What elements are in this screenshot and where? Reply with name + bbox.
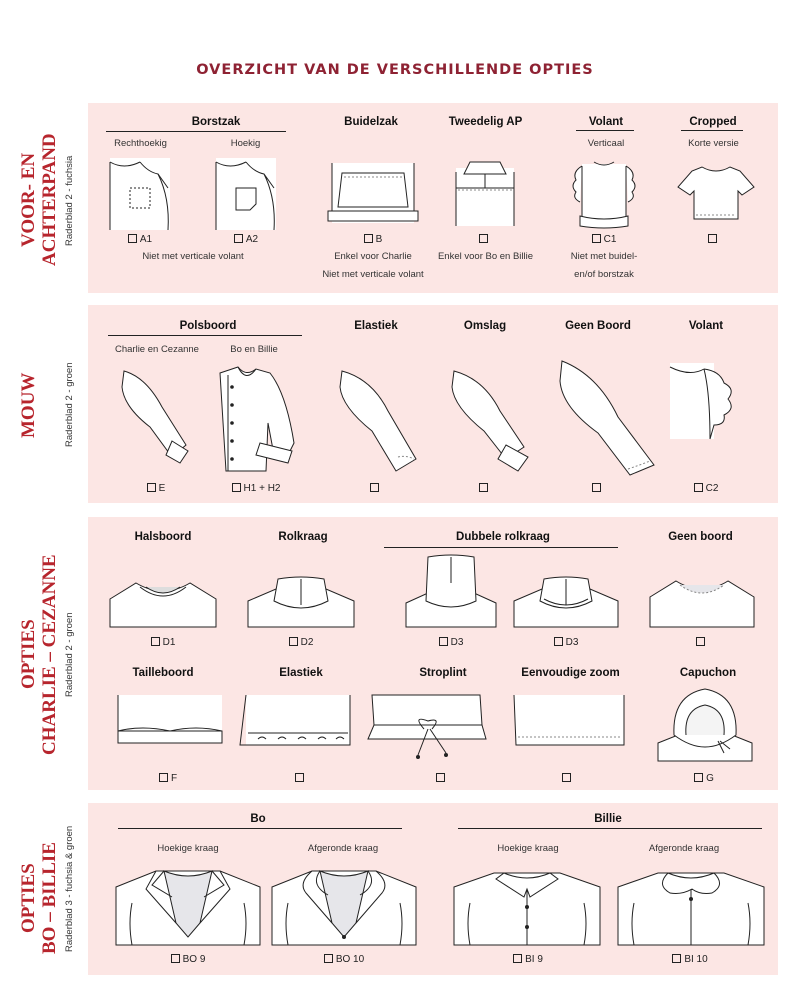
pocket-rectangular-illustration	[110, 158, 170, 230]
divider	[384, 547, 618, 548]
checkbox-d3-tall[interactable]: D3	[411, 637, 491, 648]
checkbox-bo9[interactable]: BO 9	[148, 954, 228, 965]
checkbox-sleeve-elastiek[interactable]	[336, 483, 416, 494]
header-dubbele-rolkraag: Dubbele rolkraag	[456, 531, 550, 543]
panel-sleeve	[88, 305, 778, 503]
sub-korte-versie: Korte versie	[688, 138, 739, 149]
header-rolkraag: Rolkraag	[278, 531, 328, 543]
header-eenvoudige-zoom: Eenvoudige zoom	[521, 667, 620, 679]
checkbox-h1-h2[interactable]: H1 + H2	[216, 483, 296, 494]
header-capuchon: Capuchon	[679, 667, 737, 679]
note-c1a: Niet met buidel-	[570, 251, 638, 262]
checkbox-c2[interactable]: C2	[666, 483, 746, 494]
checkbox-d3-folded[interactable]: D3	[526, 637, 606, 648]
checkbox-tweedelig[interactable]	[455, 234, 515, 245]
divider	[108, 335, 302, 336]
kangaroo-pocket-illustration	[328, 163, 418, 223]
turtleneck-illustration	[248, 575, 354, 627]
sleeve-elastic-illustration	[336, 367, 426, 477]
section-label-sleeve	[10, 305, 84, 503]
sub-bo-hoekig: Hoekige kraag	[157, 843, 219, 854]
sub-rechthoekig: Rechthoekig	[114, 138, 167, 149]
double-turtleneck-folded-illustration	[514, 575, 618, 627]
hood-illustration	[658, 685, 752, 761]
panel-front-back	[88, 103, 778, 293]
section-label-bo-billie	[10, 803, 84, 975]
checkbox-f[interactable]: F	[128, 773, 208, 784]
simple-hem-illustration	[512, 695, 626, 747]
header-geen-boord: Geen Boord	[565, 320, 631, 332]
note-b2: Niet met verticale volant	[322, 269, 424, 280]
pattern-sheet-label: Raderblad 2 - groen	[64, 362, 75, 448]
panel-charlie	[88, 517, 778, 790]
divider	[681, 130, 743, 131]
checkbox-cropped[interactable]	[684, 234, 744, 245]
checkbox-geen-boord[interactable]	[662, 637, 742, 648]
panel-bo-billie	[88, 803, 778, 975]
note-b1: Enkel voor Charlie	[334, 251, 412, 262]
pattern-sheet-label: Raderblad 3 - fuchsia & groen	[64, 825, 75, 953]
sub-bo-afgerond: Afgeronde kraag	[307, 843, 379, 854]
header-tailleboord: Tailleboord	[132, 667, 194, 679]
divider	[576, 130, 634, 131]
header-geen-boord: Geen boord	[668, 531, 733, 543]
sleeve-no-cuff-illustration	[558, 357, 658, 477]
header-billie: Billie	[594, 813, 622, 825]
sleeve-ruffle-illustration	[670, 363, 740, 439]
checkbox-bi10[interactable]: BI 10	[650, 954, 730, 965]
checkbox-a2[interactable]: A2	[216, 234, 276, 245]
header-tweedelig: Tweedelig AP	[448, 116, 523, 128]
note-a: Niet met verticale volant	[142, 251, 244, 262]
checkbox-a1[interactable]: A1	[110, 234, 170, 245]
header-cropped: Cropped	[689, 116, 737, 128]
checkbox-b[interactable]: B	[343, 234, 403, 245]
billie-rounded-collar-illustration	[618, 863, 764, 945]
drawstring-illustration	[368, 695, 486, 771]
sleeve-cuff-illustration	[116, 367, 196, 467]
header-volant: Volant	[688, 320, 724, 332]
double-turtleneck-tall-illustration	[406, 553, 496, 627]
checkbox-d1[interactable]: D1	[123, 637, 203, 648]
two-piece-back-illustration	[450, 158, 520, 226]
billie-angular-collar-illustration	[454, 863, 600, 945]
no-collar-illustration	[650, 575, 754, 627]
header-stroplint: Stroplint	[419, 667, 467, 679]
divider	[118, 828, 402, 829]
section-title: OPTIES BO – BILLIE	[18, 842, 60, 954]
header-borstzak: Borstzak	[191, 116, 241, 128]
header-omslag: Omslag	[463, 320, 507, 332]
checkbox-sleeve-omslag[interactable]	[445, 483, 525, 494]
checkbox-bi9[interactable]: BI 9	[488, 954, 568, 965]
checkbox-bo10[interactable]: BO 10	[304, 954, 384, 965]
section-label-charlie	[10, 517, 84, 790]
header-polsboord: Polsboord	[179, 320, 237, 332]
checkbox-g[interactable]: G	[664, 773, 744, 784]
note-c1b: en/of borstzak	[574, 269, 634, 280]
header-elastiek: Elastiek	[354, 320, 398, 332]
vertical-ruffle-illustration	[568, 158, 640, 230]
section-label-front-back	[10, 103, 84, 293]
elastic-hem-illustration	[238, 695, 350, 747]
pocket-angular-illustration	[216, 158, 276, 230]
waistband-illustration	[112, 695, 222, 745]
section-title: OPTIES CHARLIE – CEZANNE	[18, 554, 60, 755]
checkbox-e[interactable]: E	[116, 483, 196, 494]
neckband-illustration	[110, 577, 216, 627]
sub-billie-afgerond: Afgeronde kraag	[648, 843, 720, 854]
sub-hoekig: Hoekig	[230, 138, 261, 149]
header-volant: Volant	[588, 116, 624, 128]
divider	[458, 828, 762, 829]
sub-bo-billie: Bo en Billie	[230, 344, 278, 355]
divider	[106, 131, 286, 132]
section-title: VOOR- EN ACHTERPAND	[18, 133, 60, 267]
header-bo: Bo	[250, 813, 266, 825]
bo-rounded-collar-illustration	[272, 863, 416, 945]
sub-verticaal: Verticaal	[587, 138, 625, 149]
shirt-cuff-illustration	[216, 363, 298, 471]
cropped-illustration	[676, 165, 756, 221]
section-title: MOUW	[18, 372, 39, 438]
header-elastiek: Elastiek	[279, 667, 323, 679]
sub-billie-hoekig: Hoekige kraag	[497, 843, 559, 854]
sleeve-fold-illustration	[448, 367, 538, 477]
checkbox-d2[interactable]: D2	[261, 637, 341, 648]
header-buidelzak: Buidelzak	[344, 116, 398, 128]
page-title: OVERZICHT VAN DE VERSCHILLENDE OPTIES	[196, 62, 594, 78]
pattern-sheet-label: Raderblad 2 - fuchsia	[64, 155, 75, 246]
note-tweedelig: Enkel voor Bo en Billie	[437, 251, 534, 262]
header-halsboord: Halsboord	[134, 531, 192, 543]
checkbox-sleeve-geen-boord[interactable]	[558, 483, 638, 494]
bo-angular-collar-illustration	[116, 863, 260, 945]
pattern-sheet-label: Raderblad 2 - groen	[64, 612, 75, 697]
sub-charlie-cezanne: Charlie en Cezanne	[115, 344, 199, 355]
checkbox-c1[interactable]: C1	[574, 234, 634, 245]
checkbox-stroplint[interactable]	[402, 773, 482, 784]
checkbox-eenvoudige-zoom[interactable]	[528, 773, 608, 784]
checkbox-elastiek[interactable]	[261, 773, 341, 784]
